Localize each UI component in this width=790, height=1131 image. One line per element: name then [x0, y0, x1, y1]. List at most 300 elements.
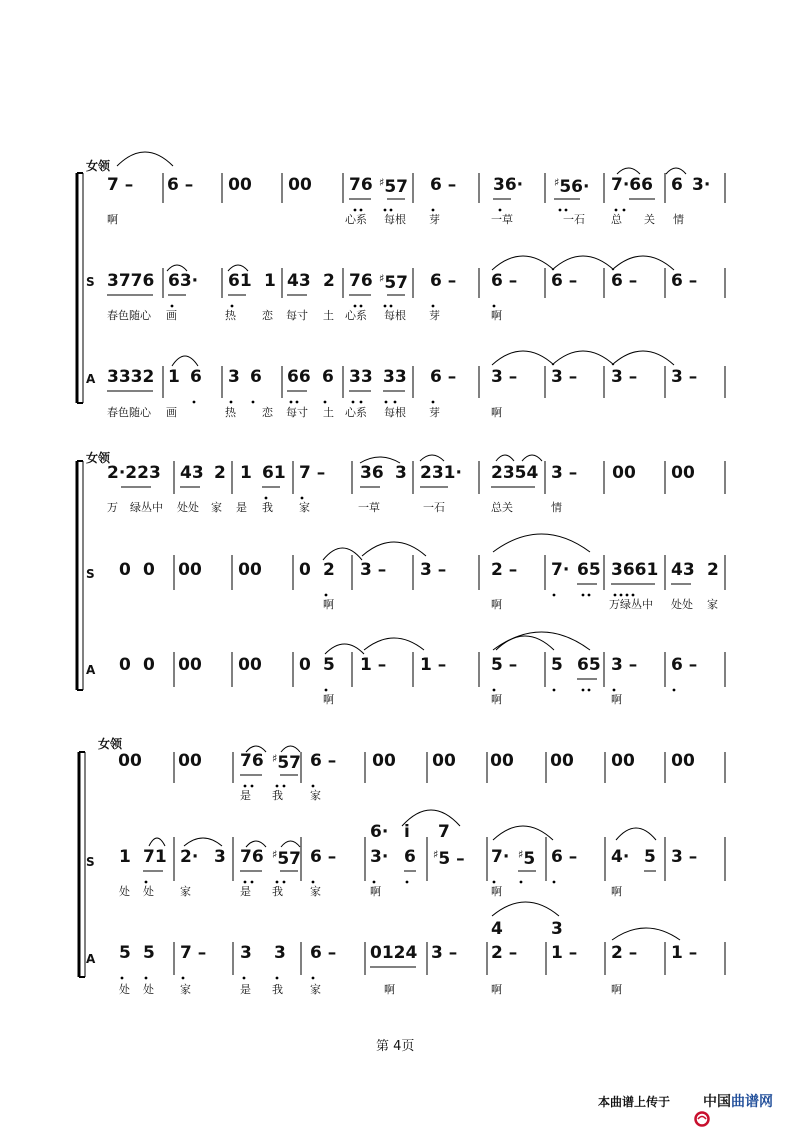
- octave-dot: [145, 881, 148, 884]
- octave-dot: [499, 209, 502, 212]
- octave-dot: [360, 401, 363, 404]
- lyric-syllable: 土: [323, 309, 334, 322]
- octave-dot: [615, 209, 618, 212]
- jianpu-note: 6: [250, 367, 262, 387]
- octave-dot: [312, 977, 315, 980]
- octave-dot: [394, 401, 397, 404]
- jianpu-note: 7 –: [180, 943, 207, 963]
- slur-arc: [616, 828, 656, 840]
- jianpu-note: 3776: [107, 271, 155, 291]
- lyric-syllable: 我: [272, 885, 283, 898]
- jianpu-note: 7: [438, 822, 450, 842]
- slur-arc: [362, 542, 426, 556]
- lyric-syllable: 处: [119, 885, 130, 898]
- soprano-label: S: [86, 567, 95, 581]
- lyric-syllable: 啊: [370, 885, 381, 898]
- octave-dot: [324, 401, 327, 404]
- octave-dot: [360, 305, 363, 308]
- lyric-syllable: 啊: [491, 598, 502, 611]
- slur-arc: [493, 826, 553, 840]
- jianpu-note: 1: [168, 367, 180, 387]
- brand-name: [703, 1095, 773, 1109]
- jianpu-note: 2 –: [491, 560, 518, 580]
- lyric-syllable: 每根: [384, 213, 406, 226]
- octave-dot: [673, 689, 676, 692]
- jianpu-note: 6 –: [310, 751, 337, 771]
- jianpu-note: 3 –: [551, 463, 578, 483]
- jianpu-note: 76: [240, 847, 264, 867]
- octave-dot: [230, 401, 233, 404]
- lyric-syllable: 啊: [491, 309, 502, 322]
- lyric-syllable: 处: [119, 983, 130, 996]
- jianpu-note: 3 –: [431, 943, 458, 963]
- lyric-syllable: 每寸: [286, 309, 308, 322]
- jianpu-note: 6 –: [310, 847, 337, 867]
- jianpu-note: 3: [214, 847, 226, 867]
- jianpu-note: 5: [323, 655, 335, 675]
- female-lead-label: 女领: [86, 451, 111, 465]
- octave-dot: [352, 401, 355, 404]
- lyric-syllable: 我: [262, 501, 273, 514]
- jianpu-note: 6 –: [430, 175, 457, 195]
- system-brackets: [77, 173, 85, 977]
- slurs: [117, 152, 686, 940]
- jianpu-note: 43: [671, 560, 695, 580]
- female-lead-label: 女领: [86, 159, 111, 173]
- jianpu-note: 00: [432, 751, 456, 771]
- octave-dot: [360, 209, 363, 212]
- slur-arc: [666, 168, 686, 174]
- brand-name-b: 曲谱网: [731, 1094, 773, 1110]
- slur-arc: [184, 838, 222, 846]
- octave-dot: [406, 881, 409, 884]
- octave-dot: [588, 689, 591, 692]
- octave-dot: [265, 497, 268, 500]
- octave-dot: [193, 401, 196, 404]
- octave-dot: [373, 881, 376, 884]
- octave-dot: [553, 689, 556, 692]
- jianpu-note: ♯57: [379, 272, 408, 293]
- jianpu-note: 76: [349, 175, 373, 195]
- jianpu-note: 1: [264, 271, 276, 291]
- slur-arc: [612, 351, 674, 365]
- slur-arc: [149, 838, 165, 846]
- lyric-syllable: 处: [143, 885, 154, 898]
- jianpu-note: 00: [612, 463, 636, 483]
- jianpu-note: 2 –: [611, 943, 638, 963]
- jianpu-note: 76: [240, 751, 264, 771]
- jianpu-note: 00: [178, 655, 202, 675]
- octave-dot: [520, 881, 523, 884]
- lyric-syllable: 家: [299, 501, 310, 514]
- octave-dot: [432, 401, 435, 404]
- jianpu-note: 76: [349, 271, 373, 291]
- lyric-syllable: 家: [180, 983, 191, 996]
- jianpu-note: 0: [299, 560, 311, 580]
- jianpu-note: 2: [323, 560, 335, 580]
- jianpu-note: 6 –: [551, 271, 578, 291]
- jianpu-note: 3: [274, 943, 286, 963]
- lyric-syllable: 热: [225, 406, 236, 419]
- lyric-syllable: 啊: [384, 983, 395, 996]
- soprano-label: S: [86, 855, 95, 869]
- lyric-syllable: 绿丛中: [130, 501, 163, 514]
- lyric-syllable: 万: [107, 501, 118, 514]
- octave-dot: [588, 594, 591, 597]
- lyric-syllable: 啊: [611, 983, 622, 996]
- lyric-syllable: 是: [240, 789, 251, 802]
- octave-dot: [582, 594, 585, 597]
- jianpu-note: 7·: [551, 560, 570, 580]
- slur-arc: [552, 351, 614, 365]
- jianpu-note: 3 –: [611, 655, 638, 675]
- slur-arc: [496, 455, 514, 461]
- jianpu-note: 6 –: [671, 655, 698, 675]
- lyric-syllable: 土: [323, 406, 334, 419]
- lyric-syllable: 芽: [429, 213, 440, 226]
- lyric-syllable: 万绿丛中: [609, 598, 653, 611]
- lyric-syllable: 处: [143, 983, 154, 996]
- octave-dot: [390, 305, 393, 308]
- jianpu-note: 3661: [611, 560, 659, 580]
- lyric-syllable: 恋: [262, 406, 273, 419]
- octave-dot: [182, 977, 185, 980]
- jianpu-note: 231·: [420, 463, 462, 483]
- jianpu-note: 00: [238, 560, 262, 580]
- lyric-syllable: 每根: [384, 309, 406, 322]
- jianpu-note: 61: [262, 463, 286, 483]
- octave-dot: [493, 305, 496, 308]
- octave-dot: [614, 594, 617, 597]
- jianpu-note: 6 –: [167, 175, 194, 195]
- jianpu-note: 1: [119, 847, 131, 867]
- lyric-syllable: 啊: [323, 693, 334, 706]
- jianpu-note: 0: [119, 655, 131, 675]
- jianpu-note: 5: [644, 847, 656, 867]
- slur-arc: [612, 256, 674, 270]
- lyric-syllable: 总: [611, 213, 622, 226]
- jianpu-note: 65: [577, 655, 601, 675]
- lyric-syllable: 一草: [491, 213, 513, 226]
- lyric-syllable: 画: [166, 406, 177, 419]
- jianpu-note: 1 –: [551, 943, 578, 963]
- octave-dot: [493, 689, 496, 692]
- slur-arc: [172, 356, 198, 366]
- octave-dot: [244, 785, 247, 788]
- jianpu-note: 6 –: [551, 847, 578, 867]
- slur-arc: [496, 636, 554, 650]
- jianpu-note: 5 –: [491, 655, 518, 675]
- lyric-syllable: 总关: [491, 501, 513, 514]
- jianpu-note: 00: [671, 463, 695, 483]
- jianpu-note: 7 –: [299, 463, 326, 483]
- octave-dot: [553, 881, 556, 884]
- jianpu-note: 4: [491, 919, 503, 939]
- jianpu-note: 33: [349, 367, 373, 387]
- lyric-syllable: 啊: [323, 598, 334, 611]
- jianpu-note: 00: [611, 751, 635, 771]
- octave-dot: [325, 689, 328, 692]
- octave-dot: [244, 881, 247, 884]
- jianpu-note: 6 –: [491, 271, 518, 291]
- octave-dot: [243, 977, 246, 980]
- slur-arc: [281, 746, 300, 752]
- jianpu-note: 3: [551, 919, 563, 939]
- jianpu-note: ♯56·: [554, 176, 590, 197]
- octave-dot: [626, 594, 629, 597]
- jianpu-note: 6: [404, 847, 416, 867]
- jianpu-note: 5: [143, 943, 155, 963]
- lyric-syllable: 啊: [491, 693, 502, 706]
- octave-dot: [121, 977, 124, 980]
- jianpu-note: 65: [577, 560, 601, 580]
- alto-label: A: [86, 372, 96, 386]
- octave-dot: [390, 209, 393, 212]
- female-lead-label: 女领: [98, 737, 123, 751]
- slur-arc: [522, 455, 542, 461]
- jianpu-note: 2·: [180, 847, 199, 867]
- jianpu-note: 00: [118, 751, 142, 771]
- octave-dot: [384, 305, 387, 308]
- jianpu-note: 63·: [168, 271, 199, 291]
- octave-dot: [283, 785, 286, 788]
- lyric-syllable: 啊: [611, 693, 622, 706]
- lyric-syllable: 芽: [429, 309, 440, 322]
- octave-dot: [251, 881, 254, 884]
- jianpu-note: 1 –: [671, 943, 698, 963]
- lyric-syllable: 情: [551, 501, 562, 514]
- jianpu-note: 3 –: [491, 367, 518, 387]
- lyric-syllable: 心系: [345, 406, 367, 419]
- jianpu-note: 61: [228, 271, 252, 291]
- page-number: 第 4页: [376, 1039, 415, 1054]
- octave-dot: [553, 594, 556, 597]
- jianpu-note: 3 –: [551, 367, 578, 387]
- jianpu-note: 66: [287, 367, 311, 387]
- slur-arc: [612, 928, 680, 940]
- lyric-syllable: 一石: [423, 501, 445, 514]
- jianpu-note: 43: [287, 271, 311, 291]
- jianpu-note: 00: [288, 175, 312, 195]
- jianpu-note: 43: [180, 463, 204, 483]
- octave-dot: [325, 594, 328, 597]
- jianpu-note: 7 –: [107, 175, 134, 195]
- jianpu-note: 3: [240, 943, 252, 963]
- jianpu-note: 7·: [491, 847, 510, 867]
- jianpu-note: 1 –: [420, 655, 447, 675]
- lyric-syllable: 啊: [107, 213, 118, 226]
- octave-dot: [384, 209, 387, 212]
- jianpu-note: 6 –: [430, 271, 457, 291]
- jianpu-note: ♯5 –: [433, 848, 465, 869]
- lyric-syllable: 心系: [345, 213, 367, 226]
- jianpu-note: 0124: [370, 943, 418, 963]
- jianpu-note: 6 –: [430, 367, 457, 387]
- jianpu-note: 2 –: [491, 943, 518, 963]
- octave-dot: [620, 594, 623, 597]
- jianpu-note: 5: [119, 943, 131, 963]
- jianpu-note: 5: [551, 655, 563, 675]
- jianpu-note: ♯57: [272, 752, 301, 773]
- lyric-syllable: 恋: [262, 309, 273, 322]
- jianpu-note: 2: [214, 463, 226, 483]
- jianpu-note: 71: [143, 847, 167, 867]
- lyric-syllable: 热: [225, 309, 236, 322]
- lyric-syllable: 芽: [429, 406, 440, 419]
- octave-dot: [559, 209, 562, 212]
- soprano-label: S: [86, 275, 95, 289]
- jianpu-note: 2354: [491, 463, 539, 483]
- lyric-syllable: 每根: [384, 406, 406, 419]
- slur-arc: [492, 351, 554, 365]
- brand-name-a: 中国: [703, 1094, 731, 1110]
- jianpu-note: ♯5: [518, 848, 536, 869]
- lyric-syllable: 一草: [358, 501, 380, 514]
- jianpu-note: 00: [178, 560, 202, 580]
- lyric-syllable: 心系: [345, 309, 367, 322]
- octave-dot: [171, 305, 174, 308]
- slur-arc: [323, 548, 362, 560]
- octave-dot: [276, 977, 279, 980]
- alto-label: A: [86, 952, 96, 966]
- lyric-syllable: 我: [272, 983, 283, 996]
- jianpu-note: 0: [143, 655, 155, 675]
- lyric-syllable: 家: [707, 598, 718, 611]
- slur-arc: [492, 256, 554, 270]
- footer-upload-text: 本曲谱上传于: [598, 1095, 671, 1109]
- alto-label: A: [86, 663, 96, 677]
- octave-dot: [296, 401, 299, 404]
- slur-arc: [617, 168, 640, 174]
- octave-dot: [565, 209, 568, 212]
- octave-dot: [432, 209, 435, 212]
- octave-dot: [385, 401, 388, 404]
- jianpu-note: 00: [178, 751, 202, 771]
- jianpu-note: 36: [360, 463, 384, 483]
- lyric-syllable: 啊: [491, 406, 502, 419]
- jianpu-note: 2: [707, 560, 719, 580]
- jianpu-note: 6: [671, 175, 683, 195]
- lyric-syllable: 画: [166, 309, 177, 322]
- jianpu-note: 00: [372, 751, 396, 771]
- jianpu-note: 3·: [370, 847, 389, 867]
- slur-arc: [117, 152, 173, 166]
- jianpu-note: 4·: [611, 847, 630, 867]
- lyric-syllable: 是: [240, 885, 251, 898]
- jianpu-note: 3: [228, 367, 240, 387]
- lyric-syllable: 家: [211, 501, 222, 514]
- lyric-syllable: 每寸: [286, 406, 308, 419]
- octave-dots: [121, 209, 676, 980]
- jianpu-note: 6: [322, 367, 334, 387]
- lyric-syllable: 是: [240, 983, 251, 996]
- jianpu-note: ♯57: [272, 848, 301, 869]
- jianpu-note: 3 –: [360, 560, 387, 580]
- lyric-syllable: 情: [673, 213, 684, 226]
- octave-dot: [623, 209, 626, 212]
- jianpu-note: 3 –: [671, 367, 698, 387]
- jianpu-note: 33: [383, 367, 407, 387]
- jianpu-note: 6·: [370, 822, 389, 842]
- jianpu-note: 00: [550, 751, 574, 771]
- octave-dot: [145, 977, 148, 980]
- jianpu-note: 1: [240, 463, 252, 483]
- jianpu-note: 00: [238, 655, 262, 675]
- slur-arc: [325, 644, 364, 654]
- lyric-syllable: 春色随心: [107, 406, 151, 419]
- lyric-syllable: 我: [272, 789, 283, 802]
- octave-dot: [613, 689, 616, 692]
- octave-dot: [283, 881, 286, 884]
- slur-arc: [402, 810, 460, 826]
- octave-dot: [493, 881, 496, 884]
- jianpu-note: 6 –: [671, 271, 698, 291]
- slur-arc: [552, 256, 614, 270]
- jianpu-note: 0: [143, 560, 155, 580]
- lyric-syllable: 啊: [491, 885, 502, 898]
- octave-dot: [354, 305, 357, 308]
- lyric-syllable: 一石: [563, 213, 585, 226]
- slur-arc: [281, 841, 300, 847]
- lyric-syllable: 春色随心: [107, 309, 151, 322]
- jianpu-note: 00: [228, 175, 252, 195]
- octave-dot: [312, 881, 315, 884]
- jianpu-note: 1 –: [360, 655, 387, 675]
- jianpu-note: 0: [119, 560, 131, 580]
- lyric-syllable: 家: [310, 789, 321, 802]
- jianpu-note: 3 –: [420, 560, 447, 580]
- jianpu-note: ♯57: [379, 176, 408, 197]
- octave-dot: [432, 305, 435, 308]
- lyric-syllable: 啊: [491, 983, 502, 996]
- lyric-syllable: 关: [644, 213, 655, 226]
- jianpu-note: 2: [323, 271, 335, 291]
- octave-dot: [251, 785, 254, 788]
- jianpu-note: i: [404, 822, 410, 842]
- jianpu-note: 3 –: [671, 847, 698, 867]
- jianpu-note: 6: [190, 367, 202, 387]
- octave-dot: [276, 785, 279, 788]
- lyric-syllable: 家: [180, 885, 191, 898]
- slur-arc: [493, 534, 590, 552]
- octave-dot: [290, 401, 293, 404]
- jianpu-note: 6 –: [310, 943, 337, 963]
- jianpu-note: 3·: [692, 175, 711, 195]
- jianpu-note: 00: [490, 751, 514, 771]
- lyric-syllable: 家: [310, 983, 321, 996]
- slur-arc: [492, 902, 559, 916]
- slur-arc: [364, 638, 424, 650]
- octave-dot: [582, 689, 585, 692]
- jianpu-note: 36·: [493, 175, 524, 195]
- lyric-syllable: 家: [310, 885, 321, 898]
- octave-dot: [252, 401, 255, 404]
- brand-logo-icon: [694, 1111, 710, 1127]
- octave-dot: [354, 209, 357, 212]
- octave-dot: [312, 785, 315, 788]
- jianpu-note: 00: [671, 751, 695, 771]
- lyric-syllable: 啊: [611, 885, 622, 898]
- octave-dot: [231, 305, 234, 308]
- jianpu-note: 3 –: [611, 367, 638, 387]
- jianpu-note: 3332: [107, 367, 155, 387]
- octave-dot: [276, 881, 279, 884]
- jianpu-note: 6 –: [611, 271, 638, 291]
- lyric-syllable: 是: [236, 501, 247, 514]
- lyric-syllable: 处处: [177, 501, 199, 514]
- lyric-syllable: 处处: [671, 598, 693, 611]
- jianpu-note: 2·223: [107, 463, 161, 483]
